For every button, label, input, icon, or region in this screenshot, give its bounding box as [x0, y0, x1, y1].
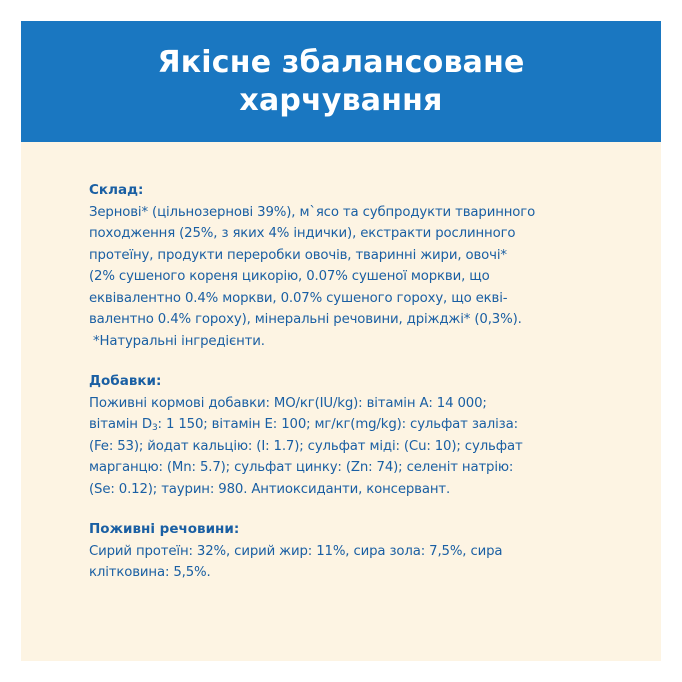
vitamin-d-label: вітамін D: [89, 417, 152, 432]
composition-line: еквівалентно 0.4% моркви, 0.07% сушеного гороху, що екві-: [89, 290, 508, 306]
additives-line: Поживні кормові добавки: МО/кг(IU/kg): вітамін А: 14 000;: [89, 395, 487, 411]
header-banner: [21, 21, 661, 142]
composition-line: (2% сушеного кореня цикорію, 0.07% сушеної моркви, що: [89, 269, 490, 284]
composition-line: походження (25%, з яких 4% індички), екстракти рослинного: [89, 226, 516, 241]
natural-ingredients-note: *Натуральні інгредієнти.: [93, 333, 265, 349]
info-card: [21, 21, 661, 661]
additives-section: [89, 371, 609, 500]
additives-line-vitamin-d: [89, 414, 609, 436]
additives-line-rest: : 1 150; вітамін Е: 100; мг/кг(mg/kg): сульфат заліза:: [157, 417, 518, 432]
composition-line: валентно 0.4% гороху), мінеральні речовини, дріжджі* (0,3%).: [89, 312, 522, 327]
composition-title: Склад:: [89, 182, 144, 198]
nutrients-title: Поживні речовини:: [89, 521, 240, 537]
vitamin-d-subscript: 3: [151, 423, 158, 433]
nutrients-text: [89, 541, 609, 584]
page-title: Якісне збалансоване харчування: [157, 44, 525, 118]
additives-text: [89, 393, 609, 501]
nutrients-line: клітковина: 5,5%.: [89, 565, 211, 580]
composition-line: Зернові* (цільнозернові 39%), м`ясо та субпродукти тваринного: [89, 204, 536, 220]
additives-line: марганцю: (Mn: 5.7); сульфат цинку: (Zn: 74); селеніт натрію:: [89, 460, 514, 475]
content-area: [89, 180, 609, 603]
additives-line: (Fe: 53); йодат кальцію: (I: 1.7); сульфат міді: (Cu: 10); сульфат: [89, 438, 523, 454]
nutrients-line: Сирий протеїн: 32%, сирий жир: 11%, сира зола: 7,5%, сира: [89, 543, 503, 559]
additives-title: Добавки:: [89, 373, 162, 389]
nutrients-section: [89, 519, 609, 584]
composition-line: протеїну, продукти переробки овочів, тваринні жири, овочі*: [89, 247, 507, 263]
composition-section: [89, 180, 609, 352]
additives-line: (Se: 0.12); таурин: 980. Антиоксиданти, консервант.: [89, 481, 451, 497]
composition-text: [89, 202, 609, 353]
